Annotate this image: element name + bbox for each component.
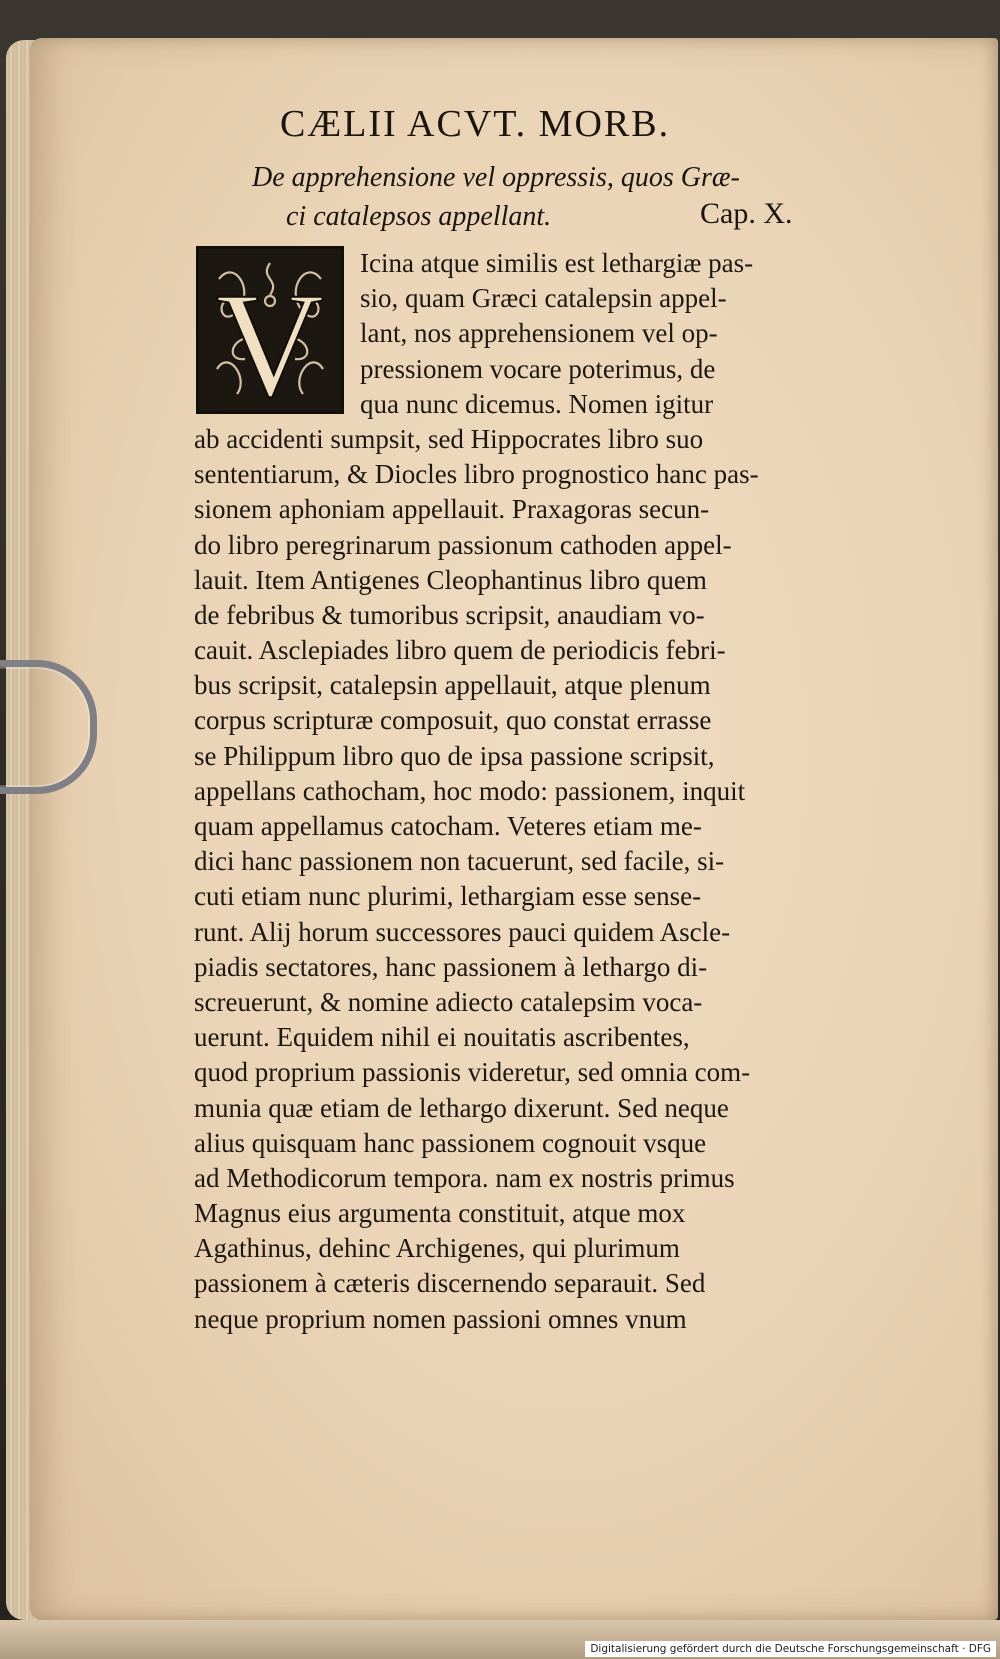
chapter-heading-line-1: De apprehensione vel oppressis, quos Græ- xyxy=(252,162,740,193)
text-line: appellans cathocham, hoc modo: passionem, inquit xyxy=(194,775,746,806)
text-line: bus scripsit, catalepsin appellauit, atque plenum xyxy=(194,670,711,701)
initial-letter-glyph: V xyxy=(215,262,325,411)
text-line: Magnus eius argumenta constituit, atque mox xyxy=(194,1198,686,1229)
chapter-number: Cap. X. xyxy=(700,197,793,230)
text-line: se Philippum libro quo de ipsa passione scripsit, xyxy=(194,740,715,771)
text-line: cauit. Asclepiades libro quem de periodicis febri- xyxy=(194,635,726,666)
text-line: lauit. Item Antigenes Cleophantinus libro quem xyxy=(194,564,707,595)
text-line: ad Methodicorum tempora. nam ex nostris primus xyxy=(194,1162,735,1193)
text-line: dici hanc passionem non tacuerunt, sed facile, si- xyxy=(194,846,725,877)
text-line: lant, nos apprehensionem vel op- xyxy=(360,318,718,349)
text-line: alius quisquam hanc passionem cognouit vsque xyxy=(194,1127,707,1158)
text-line: de febribus & tumoribus scripsit, anaudiam vo- xyxy=(194,599,705,630)
text-line: Icina atque similis est lethargiæ pas- xyxy=(360,248,754,278)
text-line: runt. Alij horum successores pauci quidem Ascle- xyxy=(194,916,731,947)
text-line: munia quæ etiam de lethargo dixerunt. Sed neque xyxy=(194,1092,729,1123)
text-line: sionem aphoniam appellauit. Praxagoras secun- xyxy=(194,494,710,525)
text-line: quam appellamus catocham. Veteres etiam me- xyxy=(194,811,702,841)
text-line: passionem à cæteris discernendo separauit. Sed xyxy=(194,1268,706,1299)
digitization-credit: Digitalisierung gefördert durch die Deutsche Forschungsgemeinschaft · DFG xyxy=(585,1641,996,1657)
text-line: qua nunc dicemus. Nomen igitur xyxy=(360,388,714,419)
text-line: ab accidenti sumpsit, sed Hippocrates libro suo xyxy=(194,423,704,454)
body-text xyxy=(186,246,836,1337)
text-line: Agathinus, dehinc Archigenes, qui plurimum xyxy=(194,1233,680,1264)
text-line: cuti etiam nunc plurimi, lethargiam esse sense- xyxy=(194,881,702,912)
chapter-heading-line-2: ci catalepsos appellant. xyxy=(286,201,552,232)
text-line: uerunt. Equidem nihil ei nouitatis ascribentes, xyxy=(194,1022,690,1053)
text-line: pressionem vocare poterimus, de xyxy=(360,353,716,384)
running-head: CÆLII ACVT. MORB. xyxy=(280,103,671,145)
text-line: sententiarum, & Diocles libro prognostico hanc pas- xyxy=(194,459,759,490)
text-line: neque proprium nomen passioni omnes vnum xyxy=(194,1303,687,1334)
text-line: corpus scripturæ composuit, quo constat errasse xyxy=(194,705,712,736)
text-line: do libro peregrinarum passionum cathoden appel- xyxy=(194,529,732,560)
text-line: piadis sectatores, hanc passionem à lethargo di- xyxy=(194,951,708,982)
text-line: screuerunt, & nomine adiecto catalepsim voca- xyxy=(194,986,703,1017)
text-line: quod proprium passionis videretur, sed omnia com- xyxy=(194,1057,751,1088)
text-line: sio, quam Græci catalepsin appel- xyxy=(360,283,727,314)
